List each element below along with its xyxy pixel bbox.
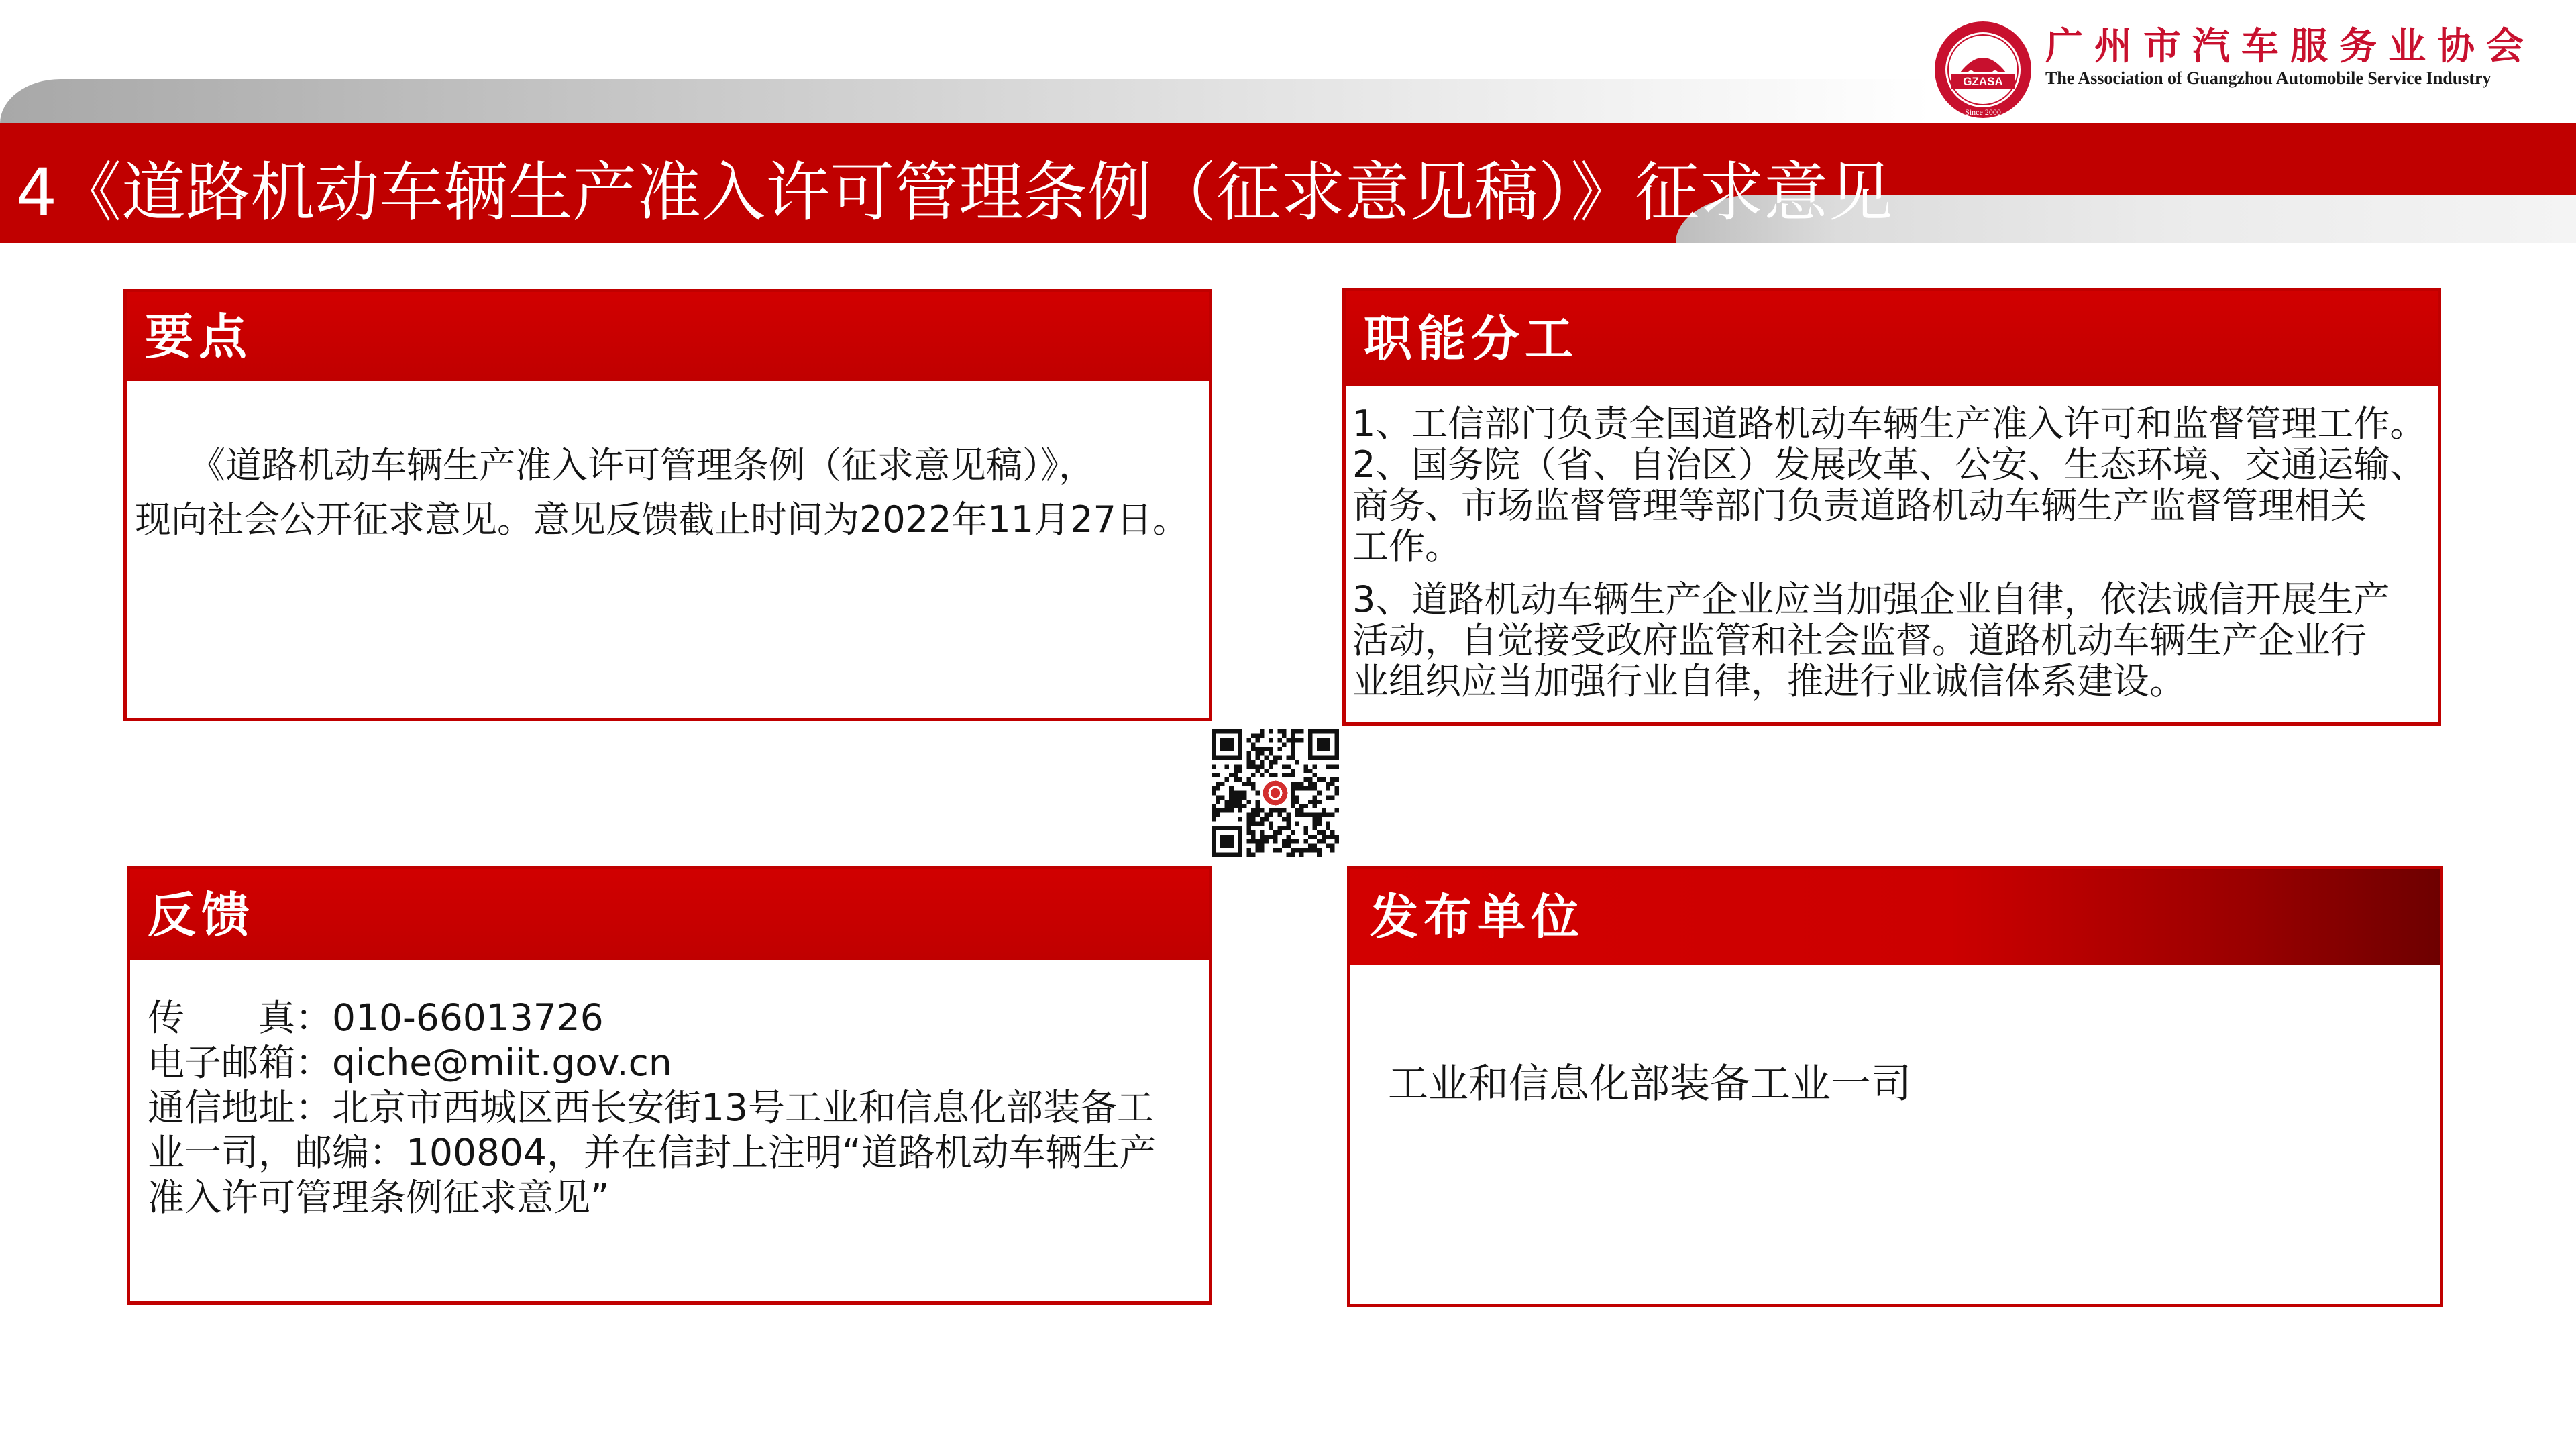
responsibility-line: 1、工信部门负责全国道路机动车辆生产准入许可和监督管理工作。 (1352, 402, 2426, 445)
address-line: 通信地址：北京市西城区西长安街13号工业和信息化部装备工 (148, 1086, 1154, 1129)
qr-center-logo-dot (1271, 788, 1280, 798)
responsibility-item-1 (1352, 403, 2426, 444)
responsibility-line: 工作。 (1352, 525, 1461, 568)
key-points-line: 《道路机动车辆生产准入许可管理条例（征求意见稿）》， (189, 444, 1095, 486)
email-line: 电子邮箱：qiche@miit.gov.cn (148, 1041, 672, 1084)
key-points-header (127, 292, 1209, 381)
qr-finder-inner (1220, 835, 1234, 848)
responsibility-item-2 (1352, 444, 2426, 567)
feedback-header (130, 869, 1209, 960)
emblem-text: GZASA (1963, 75, 2003, 88)
address-line: 业一司，邮编：100804，并在信封上注明“道路机动车辆生产 (148, 1131, 1157, 1174)
feedback-box (127, 866, 1212, 1305)
responsibility-line: 3、道路机动车辆生产企业应当加强企业自律，依法诚信开展生产 (1352, 578, 2390, 621)
key-points-body (135, 438, 1189, 547)
logo-name-chinese: 广州市汽车服务业协会 (2045, 25, 2535, 68)
qr-finder-inner (1220, 738, 1234, 751)
publisher-body (1388, 1061, 1911, 1108)
publisher-title: 发布单位 (1370, 889, 1585, 945)
responsibilities-header (1346, 291, 2438, 386)
responsibilities-title: 职能分工 (1364, 311, 1579, 367)
feedback-body (148, 996, 1156, 1220)
responsibility-line: 活动，自觉接受政府监管和社会监督。道路机动车辆生产企业行 (1352, 619, 2367, 661)
fax-line: 传 真：010-66013726 (148, 996, 604, 1039)
key-points-line: 现向社会公开征求意见。意见反馈截止时间为2022年11月27日。 (135, 498, 1189, 541)
key-points-title: 要点 (145, 309, 253, 365)
logo-name-english: The Association of Guangzhou Automobile Service Industry (2045, 68, 2491, 88)
qr-finder-inner (1317, 738, 1330, 751)
responsibility-line: 商务、市场监督管理等部门负责道路机动车辆生产监督管理相关 (1352, 484, 2367, 527)
qr-code-icon (1212, 729, 1339, 857)
responsibility-line: 2、国务院（省、自治区）发展改革、公安、生态环境、交通运输、 (1352, 443, 2426, 486)
address-line: 准入许可管理条例征求意见” (148, 1176, 610, 1219)
qr-code-graphic (1212, 729, 1339, 857)
responsibility-item-3 (1352, 579, 2426, 702)
publisher-box (1347, 866, 2443, 1307)
publisher-header (1350, 869, 2440, 965)
responsibilities-body (1352, 403, 2426, 702)
association-emblem-icon (1933, 20, 2033, 119)
slide-title: 4《道路机动车辆生产准入许可管理条例（征求意见稿）》征求意见 (16, 155, 1893, 230)
publisher-name: 工业和信息化部装备工业一司 (1388, 1061, 1911, 1108)
emblem-since-text: Since 2000 (1965, 107, 2001, 117)
responsibilities-box (1342, 288, 2441, 726)
key-points-box (123, 289, 1212, 721)
responsibility-line: 业组织应当加强行业自律，推进行业诚信体系建设。 (1352, 660, 2186, 702)
feedback-title: 反馈 (148, 886, 256, 943)
